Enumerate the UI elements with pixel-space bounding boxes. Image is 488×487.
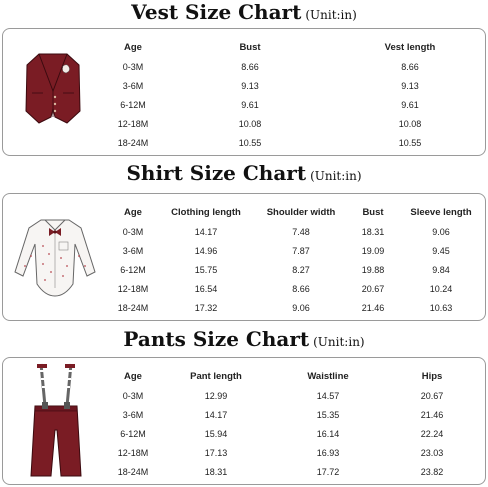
- table-row: [109, 405, 483, 424]
- table-row: [109, 222, 483, 241]
- vest-card: [2, 28, 486, 156]
- header-pant-length: Pant length: [190, 370, 242, 382]
- table-cell: 6-12M: [120, 264, 146, 275]
- table-cell: 16.54: [194, 283, 218, 294]
- table-cell: 14.17: [204, 409, 228, 420]
- table-cell: 16.14: [316, 428, 340, 439]
- table-cell: 23.03: [420, 447, 444, 458]
- table-cell: 15.75: [194, 264, 218, 275]
- table-cell: 18.31: [204, 466, 228, 477]
- table-cell: 17.13: [204, 447, 228, 458]
- header-vest-length: Vest length: [384, 41, 436, 53]
- table-cell: 20.67: [361, 283, 385, 294]
- table-row: [109, 76, 477, 95]
- table-cell: 8.66: [401, 61, 419, 72]
- table-cell: 3-6M: [122, 409, 144, 420]
- table-cell: 3-6M: [122, 80, 144, 91]
- vest-title: Vest Size Chart (Unit:in): [131, 0, 357, 24]
- table-cell: 0-3M: [122, 390, 144, 401]
- table-cell: 15.35: [316, 409, 340, 420]
- table-cell: 10.55: [238, 137, 262, 148]
- table-cell: 12-18M: [117, 118, 149, 129]
- table-cell: 20.67: [420, 390, 444, 401]
- table-cell: 23.82: [420, 466, 444, 477]
- pants-title: Pants Size Chart (Unit:in): [123, 327, 365, 351]
- shirt-card: [2, 193, 486, 321]
- table-cell: 9.06: [292, 302, 310, 313]
- table-cell: 12-18M: [117, 447, 149, 458]
- table-cell: 14.96: [194, 245, 218, 256]
- table-cell: 14.17: [194, 226, 218, 237]
- vest-illustration-icon: [23, 51, 83, 126]
- table-cell: 0-3M: [122, 226, 144, 237]
- header-hips: Hips: [421, 370, 443, 382]
- header-age: Age: [124, 370, 142, 382]
- table-cell: 7.87: [292, 245, 310, 256]
- table-row: [109, 279, 483, 298]
- header-age: Age: [124, 206, 142, 218]
- table-row: [109, 57, 477, 76]
- table-cell: 10.63: [429, 302, 453, 313]
- table-cell: 15.94: [204, 428, 228, 439]
- table-cell: 9.84: [432, 264, 450, 275]
- table-cell: 21.46: [420, 409, 444, 420]
- table-cell: 17.72: [316, 466, 340, 477]
- table-row: [109, 443, 483, 462]
- table-cell: 9.61: [241, 99, 259, 110]
- header-bust: Bust: [362, 206, 384, 218]
- table-cell: 9.13: [401, 80, 419, 91]
- table-cell: 3-6M: [122, 245, 144, 256]
- vest-table: [109, 37, 477, 152]
- table-row: [109, 386, 483, 405]
- shirt-title: Shirt Size Chart (Unit:in): [126, 161, 362, 185]
- table-cell: 10.08: [398, 118, 422, 129]
- table-cell: 10.08: [238, 118, 262, 129]
- table-cell: 12.99: [204, 390, 228, 401]
- header-waistline: Waistline: [307, 370, 349, 382]
- table-cell: 10.24: [429, 283, 453, 294]
- header-shoulder-width: Shoulder width: [266, 206, 336, 218]
- table-row: [109, 241, 483, 260]
- table-cell: 18-24M: [117, 137, 149, 148]
- table-cell: 6-12M: [120, 428, 146, 439]
- shirt-table: [109, 202, 483, 317]
- table-cell: 6-12M: [120, 99, 146, 110]
- table-row: [109, 133, 477, 152]
- table-row: [109, 260, 483, 279]
- table-cell: 10.55: [398, 137, 422, 148]
- table-cell: 16.93: [316, 447, 340, 458]
- table-row: [109, 462, 483, 481]
- table-cell: 12-18M: [117, 283, 149, 294]
- table-cell: 18.31: [361, 226, 385, 237]
- table-cell: 22.24: [420, 428, 444, 439]
- table-cell: 9.06: [432, 226, 450, 237]
- header-clothing-length: Clothing length: [171, 206, 241, 218]
- table-cell: 21.46: [361, 302, 385, 313]
- table-row: [109, 95, 477, 114]
- pants-table: [109, 366, 483, 481]
- table-cell: 7.48: [292, 226, 310, 237]
- table-cell: 19.09: [361, 245, 385, 256]
- table-cell: 8.27: [292, 264, 310, 275]
- table-cell: 9.13: [241, 80, 259, 91]
- table-cell: 18-24M: [117, 302, 149, 313]
- table-row: [109, 298, 483, 317]
- pants-card: [2, 357, 486, 485]
- table-cell: 0-3M: [122, 61, 144, 72]
- table-cell: 9.45: [432, 245, 450, 256]
- table-row: [109, 114, 477, 133]
- header-sleeve-length: Sleeve length: [410, 206, 472, 218]
- table-cell: 14.57: [316, 390, 340, 401]
- table-cell: 8.66: [292, 283, 310, 294]
- pants-illustration-icon: [23, 362, 89, 482]
- table-cell: 17.32: [194, 302, 218, 313]
- table-row: [109, 424, 483, 443]
- table-cell: 9.61: [401, 99, 419, 110]
- header-bust: Bust: [239, 41, 261, 53]
- shirt-illustration-icon: [11, 212, 99, 300]
- table-cell: 18-24M: [117, 466, 149, 477]
- table-cell: 8.66: [241, 61, 259, 72]
- table-cell: 19.88: [361, 264, 385, 275]
- header-age: Age: [124, 41, 142, 53]
